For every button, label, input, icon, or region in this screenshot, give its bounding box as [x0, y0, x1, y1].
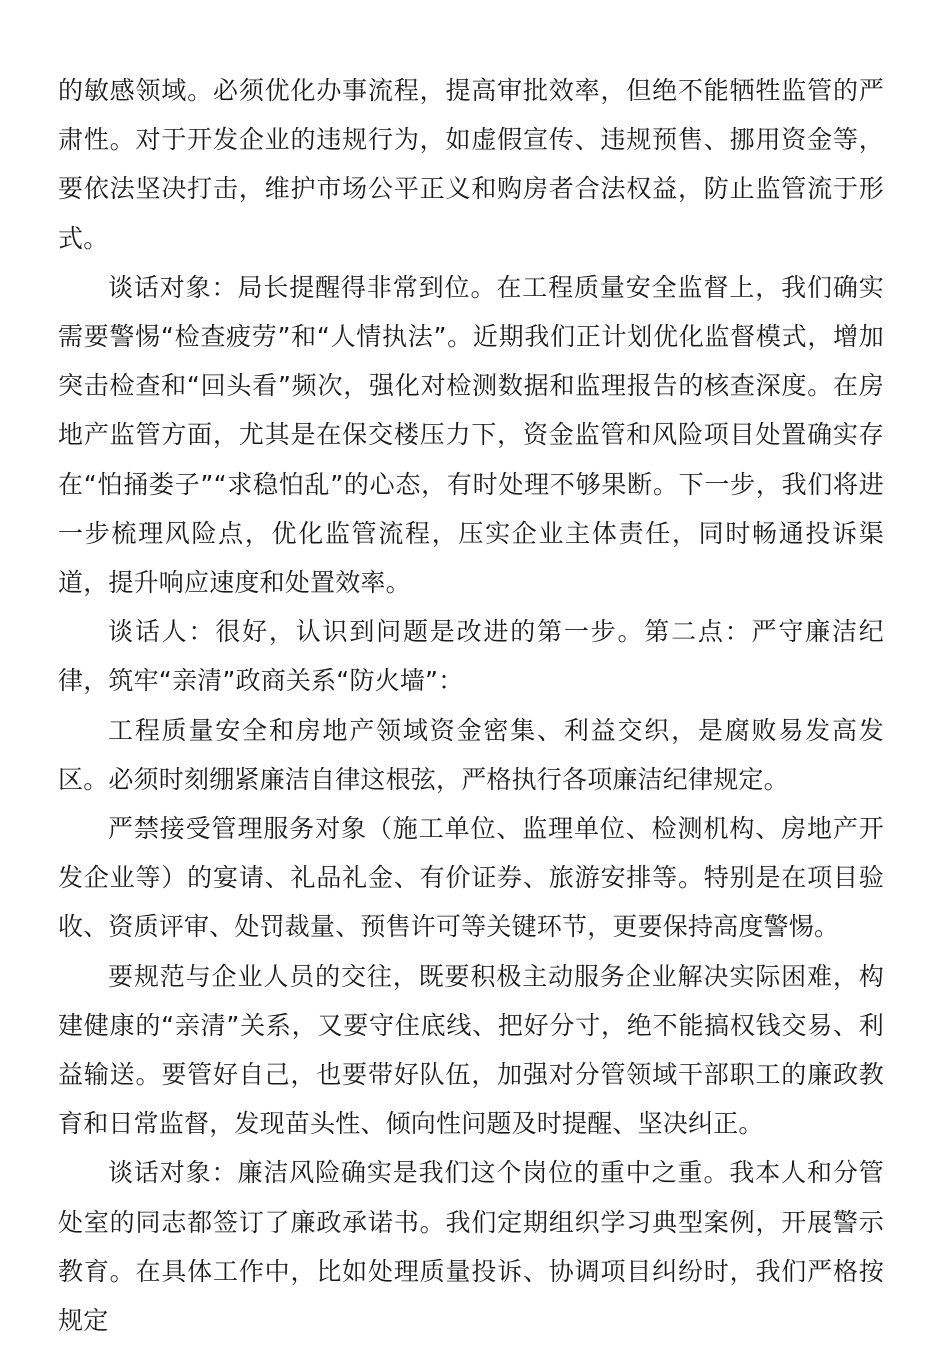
paragraph-interviewee-response-2: 谈话对象：廉洁风险确实是我们这个岗位的重中之重。我本人和分管处室的同志都签订了廉政承诺书。我们定期组织学习典型案例，开展警示教育。在具体工作中，比如处理质量投诉、协调项目纠纷时，我们严格按规定 [58, 1158, 884, 1336]
paragraph-interviewee-response-1: 谈话对象：局长提醒得非常到位。在工程质量安全监督上，我们确实需要警惕“检查疲劳”和“人情执法”。近期我们正计划优化监督模式，增加突击检查和“回头看”频次，强化对检测数据和监理报告的核查深度。在房地产监管方面，尤其是在保交楼压力下，资金监管和风险项目处置确实存在“怕捅娄子”“求稳怕乱”的心态，有时处理不够果断。下一步，我们将进一步梳理风险点，优化监管流程，压实企业主体责任，同时畅通投诉渠道，提升响应速度和处置效率。 [58, 272, 884, 598]
paragraph-prohibitions: 严禁接受管理服务对象（施工单位、监理单位、检测机构、房地产开发企业等）的宴请、礼品礼金、有价证券、旅游安排等。特别是在项目验收、资质评审、处罚裁量、预售许可等关键环节，更要保持高度警惕。 [58, 814, 884, 942]
paragraph-continued: 的敏感领域。必须优化办事流程，提高审批效率，但绝不能牺牲监管的严肃性。对于开发企业的违规行为，如虚假宣传、违规预售、挪用资金等，要依法坚决打击，维护市场公平正义和购房者合法权益，防止监管流于形式。 [58, 76, 884, 253]
paragraph-interviewer-point-2: 谈话人：很好，认识到问题是改进的第一步。第二点：严守廉洁纪律，筑牢“亲清”政商关系“防火墙”： [58, 617, 884, 696]
document-body [58, 66, 884, 1345]
paragraph-integrity-risk: 工程质量安全和房地产领域资金密集、利益交织，是腐败易发高发区。必须时刻绷紧廉洁自律这根弦，严格执行各项廉洁纪律规定。 [58, 715, 884, 794]
paragraph-business-relations: 要规范与企业人员的交往，既要积极主动服务企业解决实际困难，构建健康的“亲清”关系，又要守住底线、把好分寸，绝不能搞权钱交易、利益输送。要管好自己，也要带好队伍，加强对分管领域干部职工的廉政教育和日常监督，发现苗头性、倾向性问题及时提醒、坚决纠正。 [58, 961, 884, 1139]
